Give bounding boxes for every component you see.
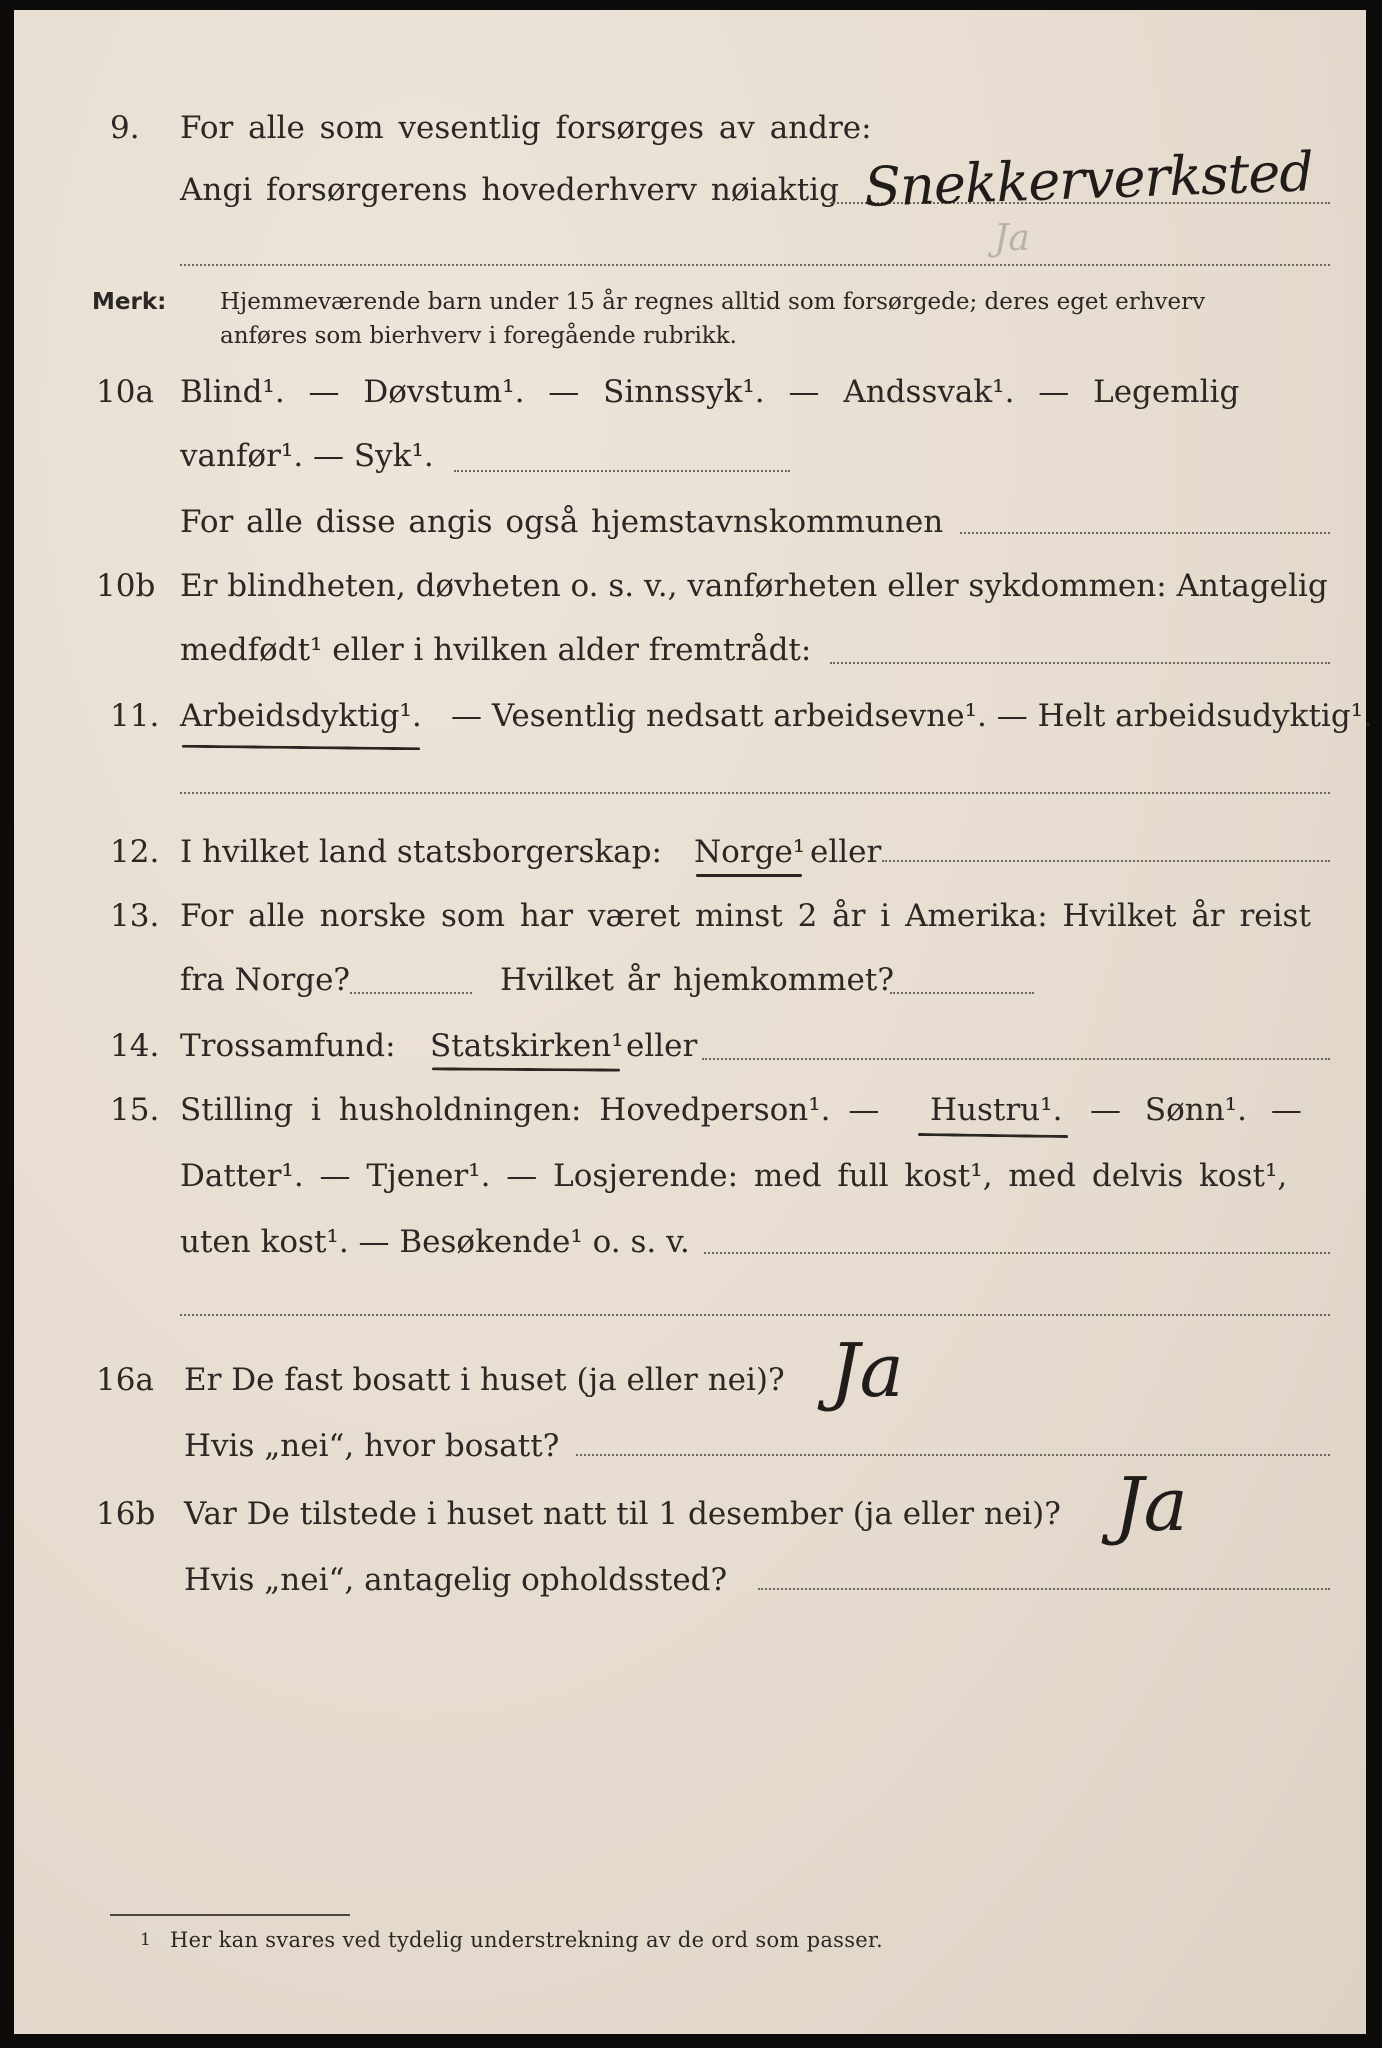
item-10b-number: 10b <box>96 568 156 604</box>
item-11-option-able: Arbeidsdyktig¹. <box>180 698 422 734</box>
item-13-right-answer-line <box>890 992 1034 994</box>
item-15-answer-line <box>704 1252 1330 1254</box>
item-12-or: eller <box>810 834 882 870</box>
item-16a-answer-line <box>576 1454 1330 1456</box>
item-16b-followup: Hvis „nei“, antagelig opholdssted? <box>184 1562 728 1598</box>
item-9-faint-mark: Ja <box>994 218 1030 259</box>
item-10a-number: 10a <box>96 374 154 410</box>
item-14-number: 14. <box>110 1028 160 1064</box>
footnote-marker: 1 <box>140 1930 151 1950</box>
item-13-right-question: Hvilket år hjemkommet? <box>500 962 894 998</box>
item-10a-line3: For alle disse angis også hjemstavnskommunen <box>180 504 944 540</box>
item-16b-answer-line <box>758 1588 1330 1590</box>
item-10a-home-line <box>960 532 1330 534</box>
item-9-line1: For alle som vesentlig forsørges av andre: <box>180 110 872 146</box>
item-9-handwritten-answer: Snekkerverksted <box>863 140 1314 219</box>
item-9-extra-line <box>180 264 1330 266</box>
item-12-number: 12. <box>110 834 160 870</box>
item-10a-sick-line <box>454 470 790 472</box>
item-12-underline-mark <box>696 874 802 877</box>
item-12-answer-line <box>882 860 1330 862</box>
item-15-number: 15. <box>110 1092 160 1128</box>
item-14-or: eller <box>626 1028 698 1064</box>
item-16b-number: 16b <box>96 1496 156 1532</box>
footnote-text: Her kan svares ved tydelig understrekning av de ord som passer. <box>170 1928 884 1952</box>
item-11-other-options: — Vesentlig nedsatt arbeidsevne¹. — Helt arbeidsudyktig¹. <box>451 698 1373 734</box>
item-10b-line2: medfødt¹ eller i hvilken alder fremtrådt: <box>180 632 812 668</box>
item-15-line1-end: — Sønn¹. — <box>1090 1092 1302 1128</box>
item-16a-followup: Hvis „nei“, hvor bosatt? <box>184 1428 560 1464</box>
item-14-answer-line <box>702 1058 1330 1060</box>
item-14-option-state-church: Statskirken¹ <box>430 1028 624 1064</box>
note-line2: anføres som bierhverv i foregående rubrikk. <box>220 323 737 349</box>
item-15-extra-line <box>180 1314 1330 1316</box>
item-15-option-wife: Hustru¹. <box>930 1092 1063 1128</box>
note-line1: Hjemmeværende barn under 15 år regnes alltid som forsørgede; deres eget erhverv <box>220 289 1206 315</box>
item-15-underline-mark <box>918 1133 1068 1138</box>
footnote-rule <box>110 1914 350 1916</box>
item-16a-number: 16a <box>96 1362 154 1398</box>
item-10a-line2: vanfør¹. — Syk¹. <box>180 438 434 474</box>
note-label: Merk: <box>92 289 167 315</box>
item-16a-handwritten-answer: Ja <box>830 1328 904 1414</box>
item-13-left-question: fra Norge? <box>180 962 351 998</box>
item-13-left-answer-line <box>350 992 472 994</box>
item-15-line1-start: Stilling i husholdningen: Hovedperson¹. — <box>180 1092 880 1128</box>
item-12-question: I hvilket land statsborgerskap: <box>180 834 662 870</box>
item-15-line2: Datter¹. — Tjener¹. — Losjerende: med full kost¹, med delvis kost¹, <box>180 1158 1288 1194</box>
item-9-line2: Angi forsørgerens hovederhverv nøiaktig <box>180 172 839 208</box>
item-16a-question: Er De fast bosatt i huset (ja eller nei)? <box>184 1362 785 1398</box>
item-16b-question: Var De tilstede i huset natt til 1 desember (ja eller nei)? <box>184 1496 1061 1532</box>
item-11-number: 11. <box>110 698 160 734</box>
item-16b-handwritten-answer: Ja <box>1114 1462 1188 1548</box>
item-11-extra-line <box>180 792 1330 794</box>
item-15-line3: uten kost¹. — Besøkende¹ o. s. v. <box>180 1224 690 1260</box>
item-14-question: Trossamfund: <box>180 1028 396 1064</box>
item-13-line1: For alle norske som har været minst 2 år i Amerika: Hvilket år reist <box>180 898 1311 934</box>
item-10b-line1: Er blindheten, døvheten o. s. v., vanførheten eller sykdommen: Antagelig <box>180 568 1328 604</box>
item-12-option-norway: Norge¹ <box>694 834 806 870</box>
item-14-underline-mark <box>432 1067 620 1071</box>
item-11-underline-mark <box>182 745 420 750</box>
item-13-number: 13. <box>110 898 160 934</box>
item-10a-line1: Blind¹. — Døvstum¹. — Sinnssyk¹. — Andssvak¹. — Legemlig <box>180 374 1240 410</box>
item-9-number: 9. <box>110 110 140 146</box>
census-form-page <box>14 10 1373 2034</box>
item-10b-answer-line <box>830 662 1330 664</box>
